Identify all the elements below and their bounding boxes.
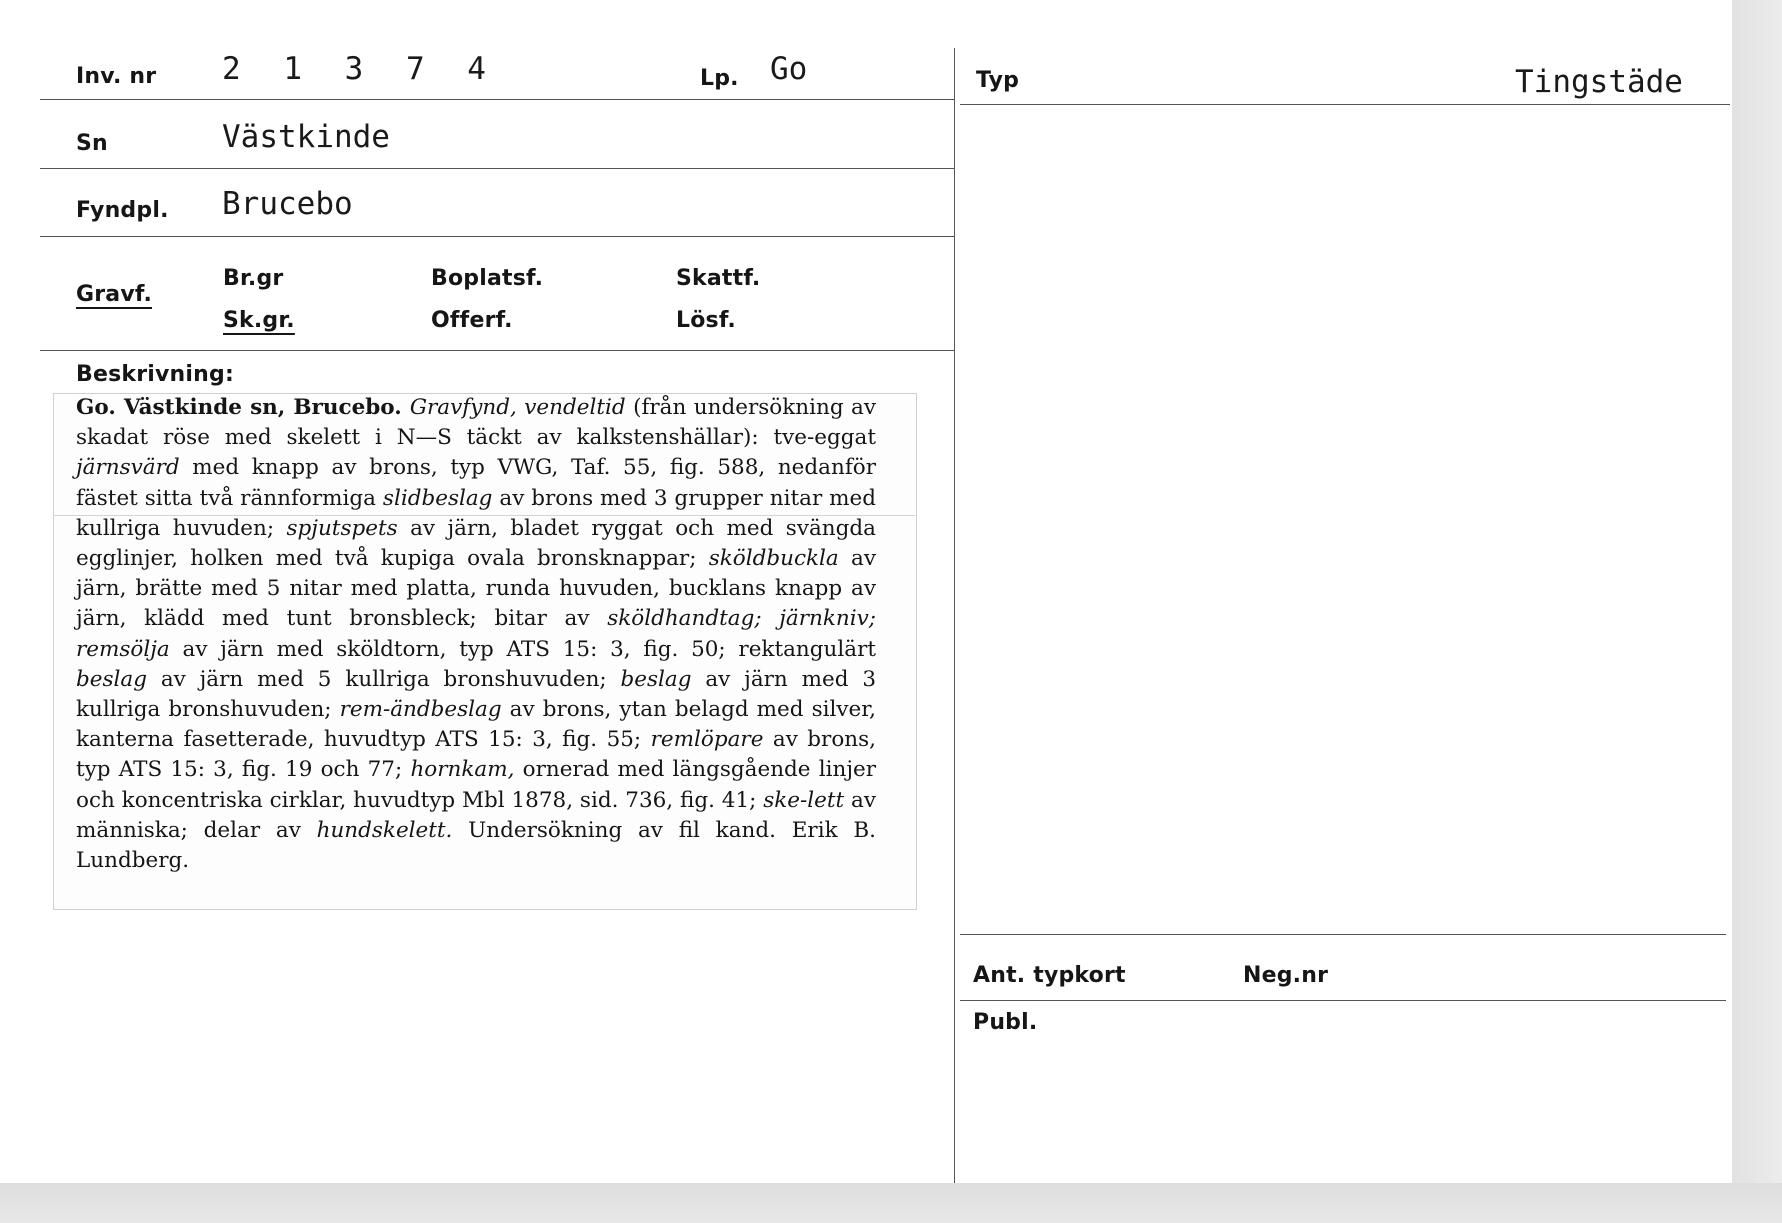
column-divider bbox=[954, 48, 955, 1183]
rule-typ bbox=[960, 104, 1730, 105]
description-segment: av järn med 3 kullriga bronshuvuden; bbox=[76, 666, 876, 723]
description-segment: rem-ändbeslag bbox=[339, 697, 502, 723]
rule-sn bbox=[40, 168, 954, 169]
description-segment: av järn, brätte med 5 nitar med platta, runda huvuden, bucklans knapp av järn, klädd med tunt bronsbleck; bitar av bbox=[76, 546, 876, 632]
description-segment: hornkam, bbox=[410, 757, 515, 783]
gravf-label: Gravf. bbox=[76, 282, 153, 307]
description-segment: sköldhandtag; järnkniv; remsölja bbox=[76, 606, 877, 662]
br-gr-label: Br.gr bbox=[223, 266, 284, 291]
ant-typkort-label: Ant. typkort bbox=[973, 963, 1126, 988]
scan-edge-bottom bbox=[0, 1183, 1782, 1223]
description-segment: Go. Västkinde sn, Brucebo. bbox=[76, 395, 410, 420]
skattf-label: Skattf. bbox=[676, 266, 761, 291]
description-segment: beslag bbox=[620, 666, 692, 692]
description-segment: av brons, typ ATS 15: 3, fig. 19 och 77; bbox=[76, 727, 876, 783]
fyndpl-label: Fyndpl. bbox=[76, 198, 169, 223]
description-segment: remlöpare bbox=[650, 727, 764, 753]
offerf-label: Offerf. bbox=[431, 308, 513, 333]
rule-inv-nr bbox=[40, 99, 954, 100]
description-segment: av järn med 5 kullriga bronshuvuden; bbox=[146, 666, 621, 692]
publ-label: Publ. bbox=[973, 1010, 1038, 1035]
rule-categories bbox=[40, 350, 954, 351]
description-segment: av brons med 3 grupper nitar med kullriga huvuden; bbox=[76, 485, 877, 541]
sn-label: Sn bbox=[76, 131, 108, 156]
lp-label: Lp. bbox=[700, 66, 739, 91]
description-segment: ornerad med längsgående linjer och koncentriska cirklar, huvudtyp Mbl 1878, sid. 736, fig. 41; bbox=[76, 757, 876, 813]
description-text bbox=[76, 393, 876, 876]
description-segment: av järn, bladet ryggat och med svängda egglinjer, holken med två kupiga ovala bronsknappar; bbox=[76, 515, 876, 572]
description-segment: järnsvärd bbox=[76, 455, 180, 481]
sk-gr-label: Sk.gr. bbox=[223, 308, 295, 333]
scan-edge-right bbox=[1732, 0, 1782, 1223]
description-segment: med knapp av brons, typ VWG, Taf. 55, fig. 588, nedanför fästet sitta två rännformiga bbox=[76, 455, 876, 511]
typ-value: Tingstäde bbox=[1515, 64, 1683, 100]
inv-nr-label: Inv. nr bbox=[76, 64, 157, 89]
description-segment: av järn med sköldtorn, typ ATS 15: 3, fig. 50; rektangulärt bbox=[169, 636, 876, 662]
lp-value: Go bbox=[770, 51, 808, 87]
sn-value: Västkinde bbox=[222, 119, 390, 155]
description-segment: slidbeslag bbox=[382, 485, 493, 511]
rule-ant-typkort-top bbox=[960, 934, 1726, 935]
description-segment: av människa; delar av bbox=[76, 787, 876, 843]
description-segment: Undersökning av fil kand. Erik B. Lundberg. bbox=[76, 817, 876, 874]
rule-fyndpl bbox=[40, 236, 954, 237]
description-segment: beslag bbox=[76, 666, 147, 692]
description-segment: (från undersökning av skadat röse med skelett i N—S täckt av kalkstenshällar): tve-eggat bbox=[76, 395, 876, 451]
boplatsf-label: Boplatsf. bbox=[431, 266, 544, 291]
description-segment: spjutspets bbox=[286, 515, 398, 541]
description-segment: Gravfynd, vendeltid bbox=[409, 395, 626, 420]
description-segment: hundskelett. bbox=[316, 817, 453, 843]
inv-nr-value: 2 1 3 7 4 bbox=[222, 51, 498, 87]
description-segment: sköldbuckla bbox=[708, 546, 839, 572]
description-segment: av brons, ytan belagd med silver, kanterna fasetterade, huvudtyp ATS 15: 3, fig. 55; bbox=[76, 697, 876, 753]
fyndpl-value: Brucebo bbox=[222, 186, 353, 222]
typ-label: Typ bbox=[976, 68, 1020, 93]
rule-ant-typkort-bottom bbox=[960, 1000, 1726, 1001]
neg-nr-label: Neg.nr bbox=[1243, 963, 1329, 988]
losf-label: Lösf. bbox=[676, 308, 736, 333]
description-segment: ske-lett bbox=[763, 787, 845, 813]
beskrivning-label: Beskrivning: bbox=[76, 362, 234, 387]
